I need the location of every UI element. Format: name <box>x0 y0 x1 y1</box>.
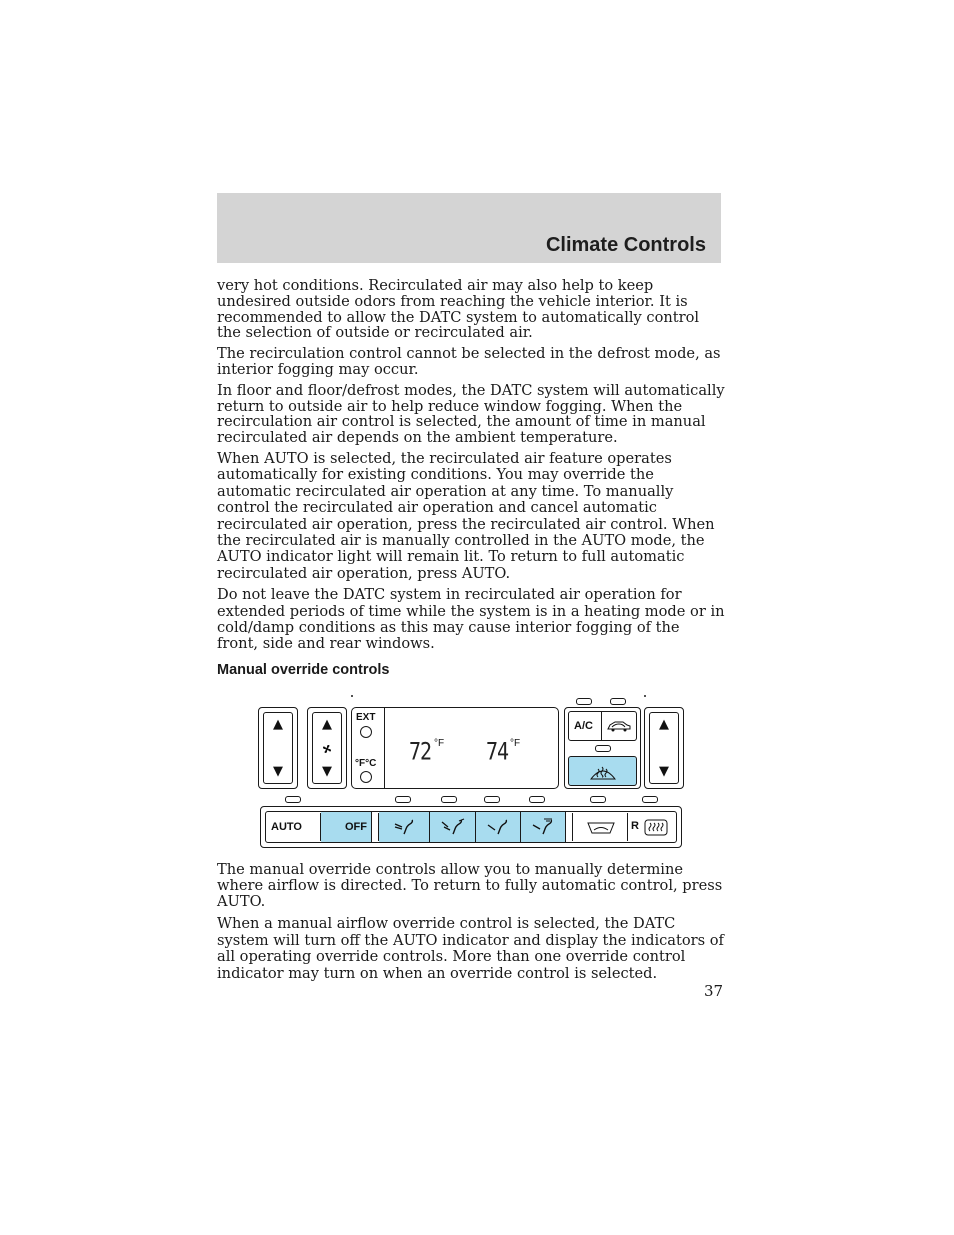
ac-label: A/C <box>574 720 593 732</box>
right-temp-rocker[interactable] <box>649 712 679 784</box>
left-temp-readout: 72 <box>409 736 432 766</box>
indicator-led <box>576 698 592 705</box>
page-title: Climate Controls <box>545 234 706 256</box>
ac-defrost-block <box>564 707 641 789</box>
mode-button-strip <box>260 806 682 848</box>
rear-defrost-icon <box>644 819 668 836</box>
button-separator <box>372 813 379 841</box>
paragraph: When a manual airflow override control is selected, the DATC system will turn off the AUTO indicator and display the indicators of all operating override controls. More than one override control indicator may turn on when an override control is selected. <box>217 915 724 982</box>
indicator-led <box>642 796 658 803</box>
off-label: OFF <box>345 821 367 833</box>
page-number: 37 <box>704 982 724 1000</box>
ac-button[interactable] <box>569 712 602 740</box>
auto-button[interactable] <box>266 813 321 841</box>
recirculation-car-icon[interactable] <box>606 719 632 733</box>
panel-vent-button[interactable] <box>379 812 430 842</box>
panel-floor-airflow-icon <box>440 818 466 836</box>
panel-floor-button[interactable] <box>430 812 476 842</box>
paragraph: Do not leave the DATC system in recirculated air operation for extended periods of time while the system is in a heating mode or in cold/damp conditions as this may cause interior fogging of the front, side and rear windows. <box>217 586 725 653</box>
section-heading: Manual override controls <box>217 662 390 678</box>
paragraph: The recirculation control cannot be selected in the defrost mode, as interior fogging may occur. <box>217 345 721 378</box>
ext-button[interactable] <box>360 726 372 738</box>
right-temp-unit: °F <box>510 738 521 749</box>
temperature-display <box>351 707 559 789</box>
indicator-led <box>529 796 545 803</box>
button-separator <box>566 813 573 841</box>
right-temp-readout: 74 <box>486 736 509 766</box>
mode-buttons <box>265 811 677 843</box>
unit-toggle-button[interactable] <box>360 771 372 783</box>
fan-icon <box>321 743 333 755</box>
down-arrow-icon: ▼ <box>273 764 283 779</box>
left-temp-unit: °F <box>434 738 445 749</box>
fan-speed-rocker[interactable] <box>312 712 342 784</box>
climate-control-panel-diagram <box>255 695 685 850</box>
left-temp-rocker[interactable] <box>263 712 293 784</box>
unit-label: °F°C <box>355 758 377 769</box>
paragraph: When AUTO is selected, the recirculated air feature operates automatically for existing conditions. You may override the automatic recirculated air operation at any time. To manually control the recirculated air operation and cancel automatic recirculated air operation, press the recirculated air control. When the recirculated air is manually controlled in the AUTO mode, the AUTO indicator light will remain lit. To return to full automatic recirculated air operation, press AUTO. <box>217 449 715 582</box>
section-header-band <box>217 193 721 263</box>
down-arrow-icon: ▼ <box>659 764 669 779</box>
paragraph: very hot conditions. Recirculated air may also help to keep undesired outside odors from reaching the vehicle interior. It is recommended to allow the DATC system to automatically control the selection of outside or recirculated air. <box>217 277 700 342</box>
defrost-icon <box>589 761 617 781</box>
rear-defrost-button[interactable] <box>568 756 637 786</box>
body-text-bottom <box>217 862 725 987</box>
front-defrost-button[interactable] <box>573 813 628 841</box>
up-arrow-icon: ▲ <box>322 717 332 732</box>
up-arrow-icon: ▲ <box>273 717 283 732</box>
floor-airflow-icon <box>485 818 511 836</box>
fan-speed-control[interactable] <box>307 707 347 789</box>
floor-defrost-button[interactable] <box>521 812 566 842</box>
body-text-top <box>217 278 725 658</box>
indicator-led <box>590 796 606 803</box>
ext-label: EXT <box>356 712 376 723</box>
indicator-led <box>441 796 457 803</box>
indicator-led <box>595 745 611 752</box>
down-arrow-icon: ▼ <box>322 764 332 779</box>
right-temp-control[interactable] <box>644 707 684 789</box>
panel-airflow-icon <box>392 818 416 836</box>
ac-recirc-buttons <box>568 711 637 741</box>
windshield-defrost-icon <box>586 820 616 836</box>
display-divider <box>384 708 385 788</box>
paragraph: The manual override controls allow you to manually determine where airflow is directed. To return to fully automatic control, press AUTO. <box>217 861 723 910</box>
floor-defrost-airflow-icon <box>530 817 556 837</box>
auto-label: AUTO <box>271 821 302 833</box>
off-button[interactable] <box>321 812 372 842</box>
indicator-led <box>285 796 301 803</box>
indicator-led <box>395 796 411 803</box>
indicator-led <box>610 698 626 705</box>
rear-window-defrost-button[interactable] <box>628 812 676 842</box>
paragraph: In floor and floor/defrost modes, the DATC system will automatically return to outside air to help reduce window fogging. When the recirculation air control is selected, the amount of time in manual recirculated air depends on the ambient temperature. <box>217 381 725 447</box>
up-arrow-icon: ▲ <box>659 717 669 732</box>
indicator-led <box>484 796 500 803</box>
rear-label: R <box>631 820 639 832</box>
floor-button[interactable] <box>476 812 521 842</box>
left-temp-control[interactable] <box>258 707 298 789</box>
